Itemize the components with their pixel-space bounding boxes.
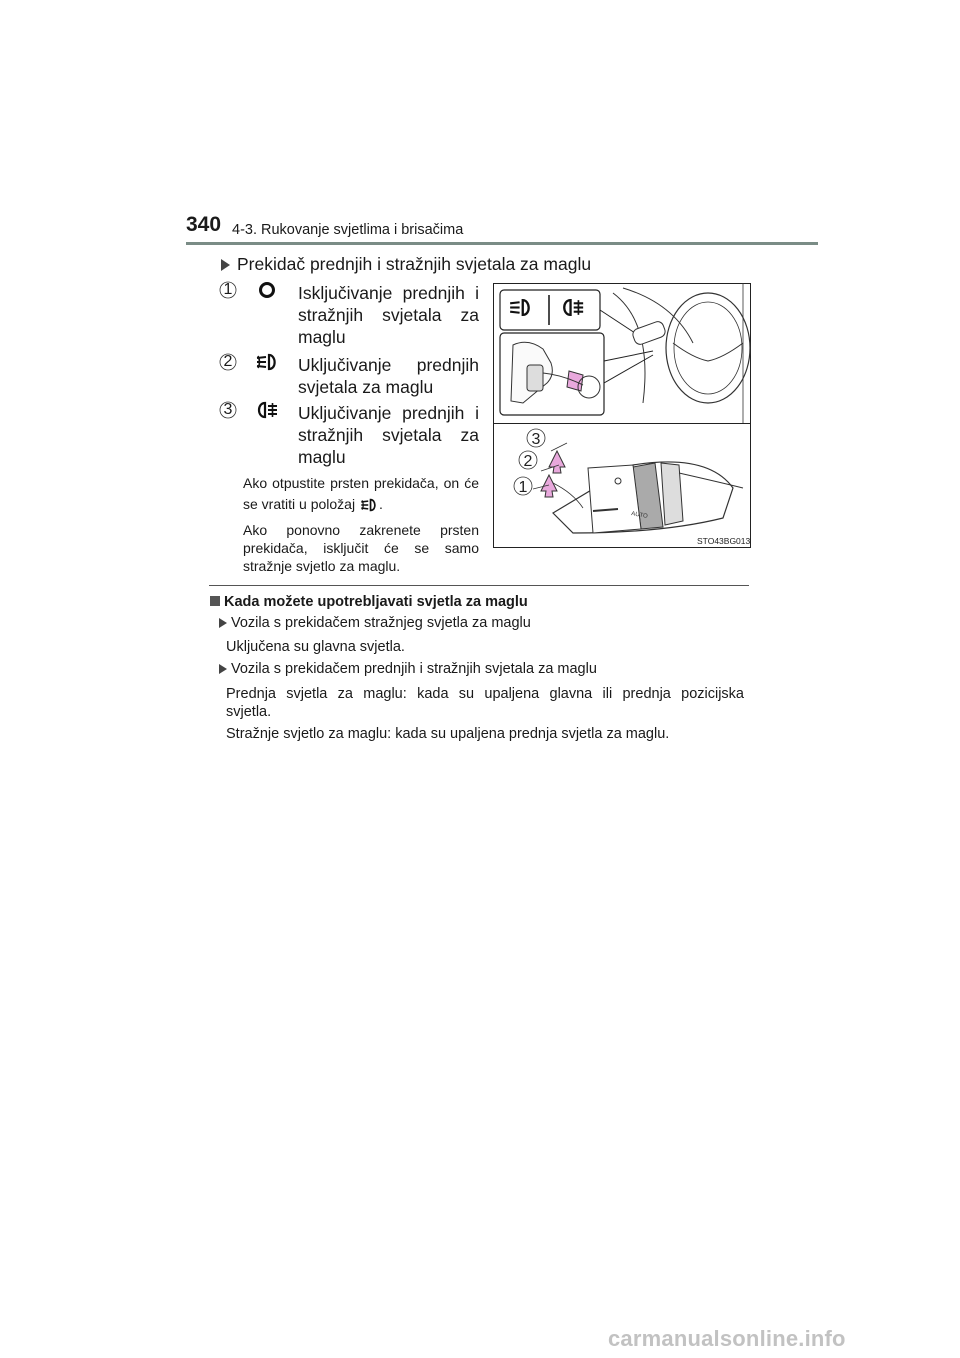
- fog-switch-illustration: [493, 283, 751, 548]
- figure-number-3: [527, 429, 545, 448]
- item-text-2: Uključivanje prednjih svjetala za maglu: [298, 355, 479, 397]
- item-number-1: 1: [219, 280, 237, 300]
- page-number: 340: [186, 213, 222, 236]
- case-rear-only-text: Uključena su glavna svjetla.: [226, 639, 405, 655]
- front-fog-light-icon: [254, 352, 280, 372]
- usage-heading: Kada možete upotrebljavati svjetla za maglu: [210, 594, 528, 610]
- figure-label: STO43BG013: [697, 536, 751, 546]
- svg-text:2: 2: [523, 453, 533, 470]
- item-text-3: Uključivanje prednjih i stražnjih svjetala za maglu: [298, 403, 479, 467]
- front-fog-text-line2: svjetla.: [226, 704, 272, 720]
- callout-box: [500, 290, 600, 330]
- figure-number-2: [519, 451, 537, 470]
- item-number-3: 3: [219, 400, 237, 420]
- rear-fog-light-icon: [254, 400, 280, 420]
- fog-lights-off-icon: [256, 280, 278, 300]
- watermark: carmanualsonline.info: [608, 1326, 846, 1351]
- note-release: Ako otpustite prsten prekidača, on će se vratiti u položaj .: [243, 473, 479, 515]
- arrow-highlight-icon: [541, 451, 565, 497]
- figure-number-1: [514, 477, 532, 496]
- case-rear-only: Vozila s prekidačem stražnjeg svjetla za maglu: [219, 615, 531, 631]
- header-rule: [186, 242, 818, 245]
- bullet-triangle-icon: [219, 618, 227, 628]
- bullet-triangle-icon: [221, 259, 230, 271]
- section-rule: [209, 585, 749, 586]
- section-title: 4-3. Rukovanje svjetlima i brisačima: [232, 222, 464, 238]
- case-front-rear: Vozila s prekidačem prednjih i stražnjih svjetala za maglu: [219, 661, 597, 677]
- section-square-icon: [210, 596, 220, 606]
- note-turn-again: Ako ponovno zakrenete prsten prekidača, isključit će se samo stražnje svjetlo za maglu.: [243, 522, 479, 574]
- svg-text:3: 3: [531, 431, 541, 448]
- subsection-title: Prekidač prednjih i stražnjih svjetala za maglu: [221, 254, 591, 275]
- svg-text:1: 1: [518, 479, 528, 496]
- svg-text:AUTO: AUTO: [630, 511, 649, 520]
- front-fog-light-icon: [359, 496, 379, 514]
- item-number-2: 2: [219, 352, 237, 372]
- bullet-triangle-icon: [219, 664, 227, 674]
- rear-fog-text: Stražnje svjetlo za maglu: kada su upaljena prednja svjetla za maglu.: [226, 726, 670, 742]
- item-text-1: Isključivanje prednjih i stražnjih svjetala za maglu: [298, 283, 479, 347]
- front-fog-text-line1: Prednja svjetla za maglu: kada su upaljena glavna ili prednja pozicijska: [226, 686, 744, 702]
